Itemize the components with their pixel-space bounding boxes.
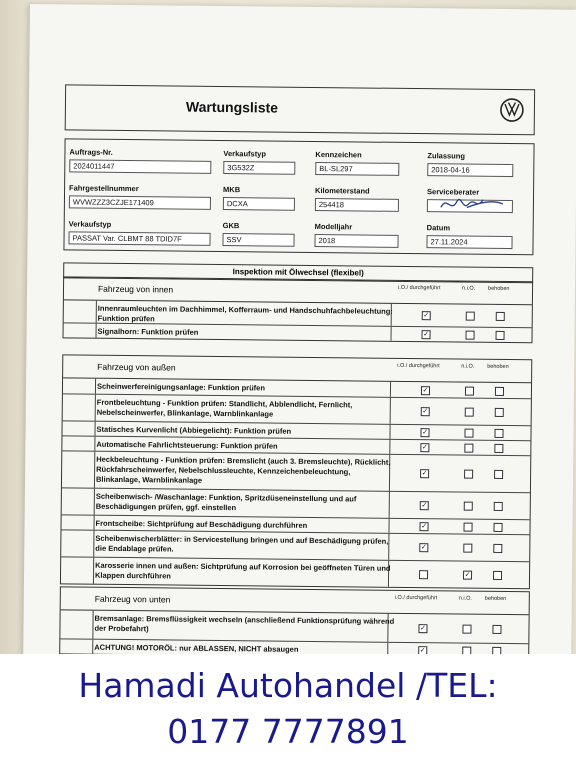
field-service-advisor: Serviceberater: [427, 187, 513, 213]
checklist-item-text: Bremsanlage: Bremsflüssigkeit wechseln (anschließend Funktionsprüfung während der Probefahrt): [94, 613, 395, 634]
column-header-nok: n.i.O.: [458, 595, 472, 602]
checkbox-nok[interactable]: [465, 387, 474, 396]
checkbox-fixed[interactable]: [494, 444, 503, 453]
checklist-item-text: Heckbeleuchtung - Funktion prüfen: Bremslicht (auch 3. Bremsleuchte), Rücklicht, Rückfahrscheinwerfer, Nebelschlussleuchte, Kennzeichenbeleuchtung, Blinkanlage, Warnblinkanlage: [95, 454, 391, 485]
checklist-item-text: Innenraumleuchten im Dachhimmel, Kofferraum- und Handschuhfachbeleuchtung: Funktion prüfen: [97, 303, 393, 324]
checkbox-ok[interactable]: [419, 570, 428, 579]
checkbox-fixed[interactable]: [494, 429, 503, 438]
checkbox-fixed[interactable]: [496, 312, 505, 321]
field-date: Datum 27.11.2024: [426, 223, 512, 249]
field-registration: Zulassung 2018-04-16: [427, 151, 513, 177]
checklist-item-text: Frontscheibe: Sichtprüfung auf Beschädigung durchführen: [95, 518, 308, 530]
checkbox-ok[interactable]: ✓: [423, 312, 430, 320]
checkbox-fixed[interactable]: [496, 331, 505, 340]
checklist-item-text: Automatische Fahrlichtsteuerung: Funktion prüfen: [96, 439, 278, 451]
column-header-ok: i.O./ durchgeführt: [394, 594, 438, 602]
checklist-item-text: Scheinwerfereinigungsanlage: Funktion prüfen: [96, 381, 265, 393]
checklist-row: [61, 557, 529, 588]
checklist-item-text: Frontbeleuchtung - Funktion prüfen: Standlicht, Abblendlicht, Fernlicht, Nebelscheinwerfer, Blinkanlage, Warnblinkanlage: [96, 397, 353, 419]
checklist-item-text: Scheibenwischerblätter: in Servicestellung bringen und auf Beschädigung prüfen, die Endablage prüfen.: [95, 533, 389, 554]
field-model-type: Verkaufstyp PASSAT Var. CLBMT 88 TDID7F: [68, 219, 210, 245]
section-title: Fahrzeug von innen: [97, 283, 174, 295]
checkbox-nok[interactable]: [464, 429, 473, 438]
checkbox-nok[interactable]: [463, 523, 472, 532]
checkbox-nok[interactable]: [464, 470, 473, 479]
field-license-plate: Kennzeichen BL-SL297: [315, 150, 399, 176]
field-order-no: Auftrags-Nr. 2024011447: [69, 147, 211, 173]
checkbox-fixed[interactable]: [493, 544, 502, 553]
checklist-item-text: ACHTUNG! MOTORÖL: nur ABLASSEN, NICHT absaugen: [94, 642, 299, 654]
document-title: Wartungsliste: [185, 98, 279, 116]
signature-icon: [437, 189, 507, 218]
checkbox-nok[interactable]: [466, 331, 475, 340]
banner-line-2: 0177 7777891: [167, 712, 409, 751]
inspection-title: Inspektion mit Ölwechsel (flexibel): [63, 262, 533, 283]
field-sales-type-code: Verkaufstyp 3G532Z: [223, 149, 295, 175]
checkbox-ok[interactable]: ✓: [422, 408, 429, 416]
checkbox-nok[interactable]: [465, 408, 474, 417]
checkbox-nok[interactable]: [466, 312, 475, 321]
checkbox-ok[interactable]: ✓: [422, 429, 429, 437]
column-header-ok: i.O./ durchgeführt: [398, 284, 441, 292]
vehicle-info-box: [63, 138, 534, 255]
checklist-row: [62, 451, 530, 493]
checklist-section: [59, 586, 530, 654]
checkbox-nok[interactable]: [464, 444, 473, 453]
checklist-item-text: Karosserie innen und außen: Sichtprüfung auf Korrosion bei geöffneten Türen und Klappen durchführen: [94, 560, 391, 581]
checkbox-ok[interactable]: ✓: [421, 444, 428, 452]
checkbox-nok[interactable]: [462, 647, 471, 654]
section-title: Fahrzeug von außen: [97, 361, 176, 373]
column-header-ok: i.O./ durchgeführt: [397, 362, 440, 370]
field-mileage: Kilometerstand 254418: [315, 186, 399, 212]
checkbox-nok[interactable]: [463, 544, 472, 553]
checkbox-ok[interactable]: ✓: [422, 387, 429, 395]
checkbox-ok[interactable]: ✓: [419, 647, 426, 654]
column-header-fixed: behoben: [487, 363, 509, 371]
checklist-item-text: Signalhorn: Funktion prüfen: [97, 326, 199, 337]
checkbox-fixed[interactable]: [492, 625, 501, 634]
checklist-item-text: Scheibenwisch- /Waschanlage: Funktion, Spritzdüseneinstellung und auf Beschädigungen prüfen, ggf. einstellen: [95, 491, 357, 513]
field-gkb: GKB SSV: [222, 221, 294, 247]
column-header-nok: n.i.O.: [461, 363, 475, 370]
checkbox-fixed[interactable]: [492, 647, 501, 654]
field-vin: Fahrgestellnummer WVWZZZ3CZJE171409: [69, 183, 211, 209]
checkbox-ok[interactable]: ✓: [421, 502, 428, 510]
checkbox-fixed[interactable]: [493, 523, 502, 532]
checkbox-nok[interactable]: ✓: [464, 571, 471, 579]
checklist-section: [60, 354, 532, 589]
column-header-fixed: behoben: [488, 285, 510, 293]
checkbox-ok[interactable]: ✓: [423, 331, 430, 339]
checkbox-nok[interactable]: [464, 502, 473, 511]
checkbox-fixed[interactable]: [494, 470, 503, 479]
title-box: [65, 84, 535, 135]
checkbox-ok[interactable]: ✓: [420, 544, 427, 552]
checkbox-fixed[interactable]: [495, 408, 504, 417]
checkbox-fixed[interactable]: [495, 387, 504, 396]
checkbox-fixed[interactable]: [493, 571, 502, 580]
checkbox-ok[interactable]: ✓: [421, 470, 428, 478]
dealer-banner: [0, 654, 576, 768]
checkbox-nok[interactable]: [462, 625, 471, 634]
checkbox-fixed[interactable]: [494, 502, 503, 511]
vw-logo-icon: [500, 98, 524, 122]
checklist-item-text: Statisches Kurvenlicht (Abbiegelicht): Funktion prüfen: [96, 424, 292, 436]
checkbox-ok[interactable]: ✓: [421, 523, 428, 531]
field-mkb: MKB DCXA: [223, 185, 295, 211]
maintenance-sheet: [23, 4, 576, 654]
section-title: Fahrzeug von unten: [94, 593, 171, 605]
column-header-fixed: behoben: [484, 595, 507, 603]
field-model-year: Modelljahr 2018: [314, 222, 398, 248]
checkbox-ok[interactable]: ✓: [420, 625, 426, 633]
column-header-nok: n.i.O.: [462, 285, 476, 292]
banner-line-1: Hamadi Autohandel /TEL:: [78, 666, 498, 705]
checklist-section: [63, 276, 534, 343]
